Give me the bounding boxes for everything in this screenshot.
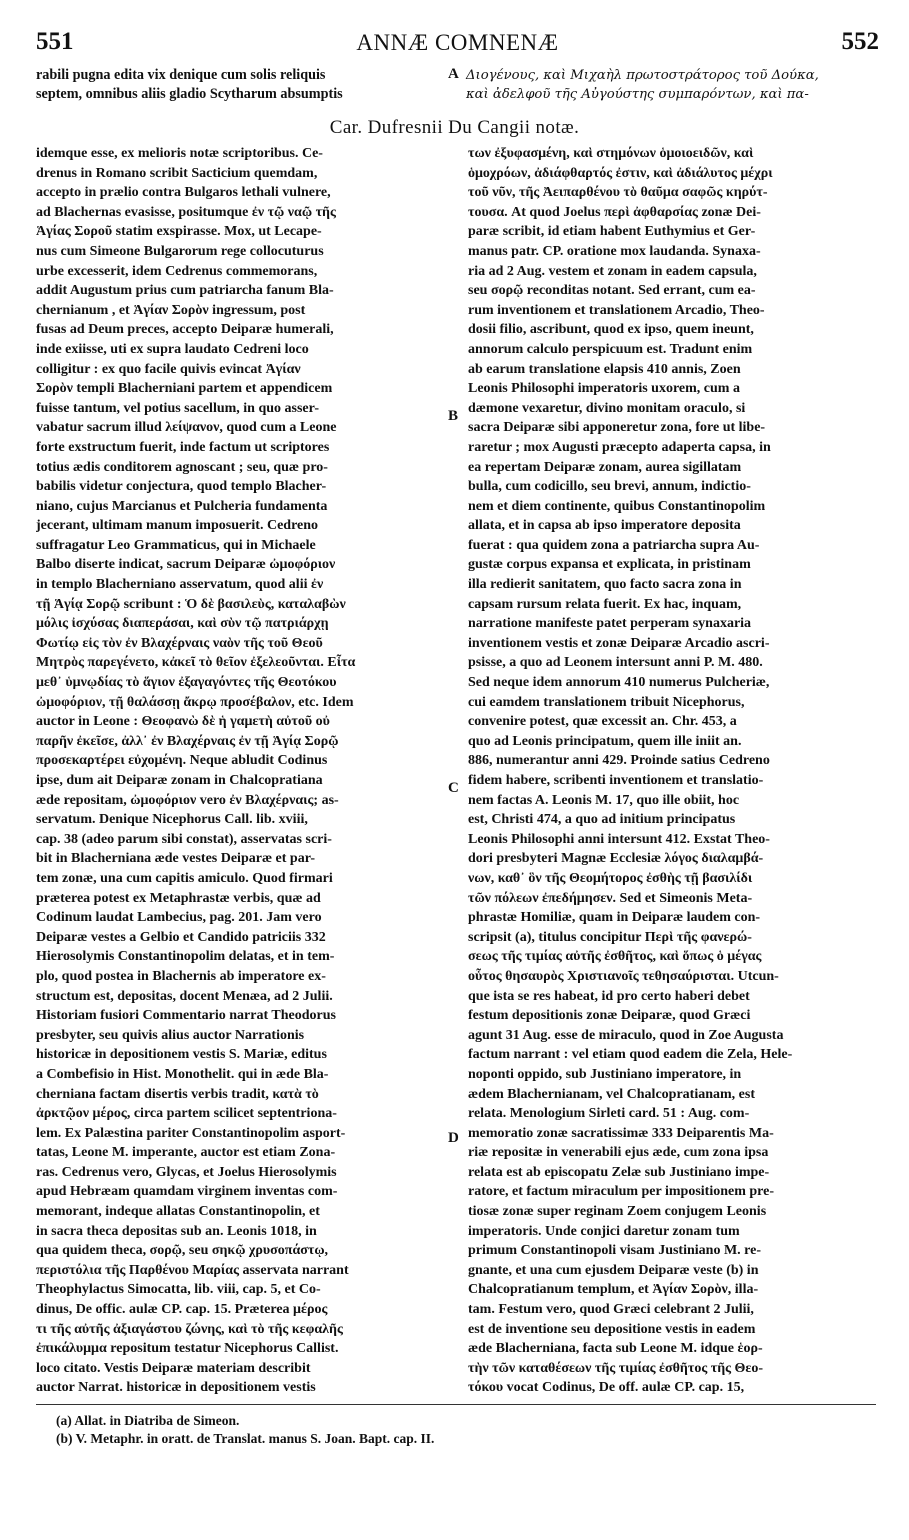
footnote: (a) Allat. in Diatriba de Simeon. xyxy=(56,1413,240,1428)
column-line: τόκου vocat Codinus, De off. aulæ CP. cap. 15, xyxy=(468,1380,745,1396)
column-line: historicæ in depositionem vestis S. Mariæ, editus xyxy=(36,1047,327,1063)
column-line: convenire potest, quæ excessit an. Chr. 453, a xyxy=(468,714,737,730)
main-text-line: septem, omnibus aliis gladio Scytharum absumptis xyxy=(36,86,343,102)
column-line: προσεκαρτέρει εὐχομένη. Neque abludit Codinus xyxy=(36,753,328,769)
column-line: servatum. Denique Nicephorus Call. lib. xviii, xyxy=(36,812,308,828)
column-line: tiosæ zonæ super reginam Zoem conjugem Leonis xyxy=(468,1204,767,1220)
column-line: bulla, cum codicillo, seu brevi, annum, indictio- xyxy=(468,479,751,495)
column-line: gnante, et una cum ejusdem Deiparæ veste (b) in xyxy=(468,1262,759,1278)
column-line: que ista se res habeat, id pro certo haberi debet xyxy=(468,988,750,1004)
column-line: æde Blacherniana, facta sub Leone M. idque ἑορ- xyxy=(468,1341,763,1357)
column-line: Sed neque idem annorum 410 numerus Pulcheriæ, xyxy=(468,675,770,691)
column-line: accepto in prælio contra Bulgaros lethali vulnere, xyxy=(36,185,331,201)
column-line: plo, quod postea in Blachernis ab imperatore ex- xyxy=(36,968,326,984)
column-line: in templo Blacherniano asservatum, quod alii ἐν xyxy=(36,577,324,593)
column-line: urbe excesserit, idem Cedrenus commemorans, xyxy=(36,263,318,279)
running-title: ANNÆ COMNENÆ xyxy=(356,30,559,55)
column-line: qua quidem theca, σορῷ, seu σηκῷ χρυσοπάστῳ, xyxy=(36,1243,329,1259)
column-line: fidem habere, scribenti inventionem et translatio- xyxy=(468,773,764,788)
column-line: dori presbyteri Magnæ Ecclesiæ λόγος διαλαμβά- xyxy=(468,851,764,867)
column-line: rum inventionem et translationem Arcadio, Theo- xyxy=(468,302,765,318)
column-line: Theophylactus Simocatta, lib. viii, cap. 5, et Co- xyxy=(36,1282,321,1298)
column-line: ἐπικάλυμμα repositum testatur Nicephorus Callist. xyxy=(36,1341,339,1357)
column-line: ab earum translatione elapsis 410 annis, Zoen xyxy=(468,361,741,377)
column-line: nem factas A. Leonis M. 17, quo ille obiit, hoc xyxy=(468,792,740,808)
column-line: paræ scribit, id etiam habent Euthymius et Ger- xyxy=(468,224,756,240)
column-line: τι τῆς αὐτῆς ἀξιαγάστου ζώνης, καὶ τὸ τῆς κεφαλῆς xyxy=(36,1321,343,1337)
column-line: illa redierit sanitatem, quo facto sacra zona in xyxy=(468,577,742,593)
column-line: τοῦ νῦν, τῆς Ἀειπαρθένου τὸ θαῦμα σαφῶς κηρύτ- xyxy=(468,185,768,201)
column-line: μεθ᾽ ὑμνῳδίας τὸ ἅγιον ἐξαγαγόντες τῆς Θεοτόκου xyxy=(36,675,337,691)
column-line: Deiparæ vestes a Gelbio et Candido patriciis 332 xyxy=(36,929,326,945)
column-line: dinus, De offic. aulæ CP. cap. 15. Præterea μέρος xyxy=(36,1302,328,1318)
column-line: imperatoris. Unde conjici daretur zonam tum xyxy=(468,1223,740,1239)
column-line: raretur ; mox Augusti præcepto adaperta capsa, in xyxy=(468,439,771,455)
column-line: agunt 31 Aug. esse de miraculo, quod in Zoe Augusta xyxy=(468,1027,784,1043)
main-text-line: καὶ ἀδελφοῦ τῆς Αὐγούστης συμπαρόντων, καὶ πα- xyxy=(466,87,809,102)
column-line: ὁμοχρόων, ἀδιάφθαρτός ἐστιν, καὶ ἀδιάλυτος μέχρι xyxy=(468,165,773,181)
column-line: chernianum , et Ἁγίαν Σορὸν ingressum, post xyxy=(36,302,306,318)
column-line: memorant, indeque allatas Constantinopolin, et xyxy=(36,1204,320,1220)
section-marker-a: A xyxy=(448,66,459,82)
column-line: 886, numerantur anni 429. Proinde satius Cedreno xyxy=(468,753,770,769)
column-line: bit in Blacherniana æde vestes Deiparæ et par- xyxy=(36,851,316,867)
main-text-right xyxy=(466,66,876,104)
column-line: tatas, Leone M. imperante, auctor est etiam Zona- xyxy=(36,1145,336,1161)
column-line: ἀρκτῷον μέρος, circa partem scilicet septentriona- xyxy=(36,1106,337,1122)
column-line: οὗτος θησαυρὸς Χριστιανοῖς τεθησαύρισται. Utcun- xyxy=(468,968,779,984)
column-line: Ἁγίας Σοροῦ statim exspirasse. Mox, ut Lecape- xyxy=(36,224,322,240)
column-line: sacra Deiparæ sibi apponeretur zona, fore ut libe- xyxy=(468,420,766,436)
notes-column-right xyxy=(468,144,876,1396)
column-line: τῶν πόλεων ἐπεδήμησεν. Sed et Simeonis Meta- xyxy=(468,890,753,906)
column-line: Leonis Philosophi anni intersunt 412. Exstat Theo- xyxy=(468,831,770,847)
column-line: babilis videtur conjectura, quod templo Blacher- xyxy=(36,479,327,495)
column-line: περιστόλια τῆς Παρθένου Μαρίας asservata narrant xyxy=(36,1262,349,1278)
column-line: lem. Ex Palæstina pariter Constantinopolim asport- xyxy=(36,1125,346,1141)
column-line: τῇ Ἁγίᾳ Σορῷ scribunt : Ὁ δὲ βασιλεὺς, καταλαβὼν xyxy=(36,596,346,612)
column-line: inventionem vestis et zonæ Deiparæ Arcadio ascri- xyxy=(468,635,770,651)
main-text-line: rabili pugna edita vix denique cum solis reliquis xyxy=(36,67,326,83)
column-line: forte exstructum fuerit, inde factum ut scriptores xyxy=(36,439,330,455)
column-line: ad Blachernas evasisse, positumque ἐν τῷ ναῷ τῆς xyxy=(36,204,336,220)
column-line: cui eamdem translationem tribuit Nicephorus, xyxy=(468,694,745,710)
column-line: presbyter, seu quivis alius auctor Narrationis xyxy=(36,1027,305,1043)
column-line: fusas ad Deum preces, accepto Deiparæ humerali, xyxy=(36,322,334,338)
column-line: phrastæ Homiliæ, quam in Deiparæ laudem con- xyxy=(468,910,761,926)
column-line: seu σορῷ reconditas notant. Sed errant, cum ea- xyxy=(468,283,756,299)
column-line: cap. 38 (adeo parum sibi constat), asservatas scri- xyxy=(36,831,332,847)
footnote-rule xyxy=(36,1404,876,1405)
column-line: fuerat : qua quidem zona a patriarcha supra Au- xyxy=(468,537,760,553)
column-line: nem et diem continente, quibus Constantinopolim xyxy=(468,498,766,514)
page-number-right: 552 xyxy=(841,28,879,55)
column-line: apud Hebræam quamdam virginem inventas com- xyxy=(36,1184,338,1200)
column-line: colligitur : ex quo facile quivis evincat Ἁγίαν xyxy=(36,361,301,377)
notes-title: Car. Dufresnii Du Cangii notæ. xyxy=(329,117,580,138)
column-line: est de inventione seu depositione vestis in eadem xyxy=(468,1321,756,1337)
column-line: a Combefisio in Hist. Monothelit. qui in æde Bla- xyxy=(36,1066,329,1082)
column-line: narratione manifeste patet perperam synaxaria xyxy=(468,616,752,632)
column-line: structum est, depositas, docent Menæa, ad 2 Julii. xyxy=(36,988,333,1004)
column-line: nus cum Simeone Bulgarorum rege collocuturus xyxy=(36,243,324,259)
column-line: ratore, et factum miraculum per impositionem pre- xyxy=(468,1184,774,1200)
column-line: psisse, a quo ad Leonem intersunt anni P. M. 480. xyxy=(468,655,763,671)
section-marker-d: D xyxy=(448,1130,459,1146)
page-number-left: 551 xyxy=(36,28,74,55)
column-line: allata, et in capsa ab ipso imperatore deposita xyxy=(468,518,741,534)
column-line: totius ædis conditorem agnoscant ; seu, quæ pro- xyxy=(36,459,328,475)
footnote: (b) V. Metaphr. in oratt. de Translat. manus S. Joan. Bapt. cap. II. xyxy=(56,1431,435,1446)
column-line: Balbo diserte indicat, sacrum Deiparæ ὠμοφόριον xyxy=(36,557,336,573)
column-line: noponti oppido, sub Justiniano imperatore, in xyxy=(468,1066,742,1082)
column-line: quo ad Leonis principatum, quem ille iniit an. xyxy=(468,733,742,749)
column-line: Hierosolymis Constantinopolim delatas, et in tem- xyxy=(36,949,335,965)
column-line: annorum calculo perspicuum est. Tradunt enim xyxy=(468,341,753,357)
column-line: Φωτίῳ εἰς τὸν ἐν Βλαχέρναις ναὸν τῆς τοῦ Θεοῦ xyxy=(36,635,323,651)
column-line: Codinum laudat Lambecius, pag. 201. Jam vero xyxy=(36,910,322,926)
column-line: ὠμοφόριον, τῇ θαλάσσῃ ἄκρῳ προσέβαλον, etc. Idem xyxy=(36,694,354,710)
column-line: tem zonæ, una cum capitis amiculo. Quod firmari xyxy=(36,870,333,886)
column-line: cherniana factam disertis verbis tradit, κατὰ τὸ xyxy=(36,1086,319,1102)
column-line: μόλις ἰσχύσας διαπεράσαι, καὶ σὺν τῷ πατριάρχῃ xyxy=(36,616,329,632)
column-line: Leonis Philosophi imperatoris uxorem, cum a xyxy=(468,381,740,397)
footnotes xyxy=(56,1412,434,1448)
column-line: riæ repositæ in venerabili ejus æde, cum zona ipsa xyxy=(468,1145,769,1161)
page-header xyxy=(36,28,879,60)
column-line: idemque esse, ex melioris notæ scriptoribus. Ce- xyxy=(36,146,323,161)
column-line: ipse, dum ait Deiparæ zonam in Chalcopratiana xyxy=(36,773,323,788)
column-line: factum narrant : vel etiam quod eadem die Zela, Hele- xyxy=(468,1047,793,1063)
section-marker-b: B xyxy=(448,408,459,424)
column-line: niano, cujus Marcianus et Pulcheria fundamenta xyxy=(36,498,328,514)
column-line: vabatur sacrum illud λείψανον, quod cum a Leone xyxy=(36,420,337,436)
column-line: dæmone vexaretur, divino monitam oraculo, si xyxy=(468,400,746,416)
column-line: jecerant, ultimam manum imposuerit. Cedreno xyxy=(36,518,319,534)
column-line: σεως τῆς τιμίας αὐτῆς ἐσθῆτος, καὶ ὅπως ὁ μέγας xyxy=(468,949,762,965)
column-line: ædem Blachernianam, vel Chalcopratianam, est xyxy=(468,1086,755,1102)
column-line: auctor in Leone : Θεοφανὼ δὲ ἡ γαμετὴ αὐτοῦ οὐ xyxy=(36,714,330,730)
column-line: suffragatur Leo Grammaticus, qui in Michaele xyxy=(36,537,316,553)
column-line: ria ad 2 Aug. vestem et zonam in eadem capsula, xyxy=(468,263,757,279)
column-line: tam. Festum vero, quod Græci celebrant 2 Julii, xyxy=(468,1302,754,1318)
column-line: των ἐξυφασμένη, καὶ στημόνων ὁμοιοειδῶν, καὶ xyxy=(468,146,754,161)
column-line: dosii filio, ascribunt, quod ex ipso, quem ineunt, xyxy=(468,322,754,338)
column-line: Chalcopratianum templum, et Ἁγίαν Σορὸν, illa- xyxy=(468,1282,759,1298)
column-line: præterea potest ex Metaphrastæ verbis, quæ ad xyxy=(36,890,321,906)
column-line: inde exiisse, uti ex supra laudato Cedreni loco xyxy=(36,341,309,357)
column-line: fuisse tantum, vel potius sacellum, in quo asser- xyxy=(36,400,320,416)
column-line: auctor Narrat. historicæ in depositionem vestis xyxy=(36,1380,316,1396)
column-line: addit Augustum prius cum patriarcha fanum Bla- xyxy=(36,283,334,299)
column-line: παρῆν ἐκεῖσε, ἀλλ᾽ ἐν Βλαχέρναις ἐν τῇ Ἁγίᾳ Σορῷ xyxy=(36,733,339,749)
column-line: τουσα. At quod Joelus περὶ ἀφθαρσίας zonæ Dei- xyxy=(468,204,761,220)
section-marker-c: C xyxy=(448,780,459,796)
column-line: drenus in Romano scribit Sacticium quemdam, xyxy=(36,165,318,181)
column-line: scripsit (a), titulus concipitur Περὶ τῆς φανερώ- xyxy=(468,929,752,945)
column-line: æde repositam, ὠμοφόριον vero ἐν Βλαχέρναις; as- xyxy=(36,792,339,808)
notes-column-left xyxy=(36,144,444,1396)
column-line: νων, καθ᾽ ὃν τῆς Θεομήτορος ἐσθὴς τῇ βασιλίδι xyxy=(468,870,753,886)
column-line: Μητρὸς παρεγένετο, κἀκεῖ τὸ θεῖον ἐξελεοῦνται. Εἶτα xyxy=(36,655,356,671)
column-line: manus patr. CP. oratione mox laudanda. Synaxa- xyxy=(468,243,761,259)
column-line: ea repertam Deiparæ zonam, aurea sigillatam xyxy=(468,459,742,475)
column-line: est, Christi 474, a quo ad initium principatus xyxy=(468,812,736,828)
column-line: relata. Menologium Sirleti card. 51 : Aug. com- xyxy=(468,1106,750,1122)
column-line: in sacra theca depositas sub an. Leonis 1018, in xyxy=(36,1223,317,1239)
column-line: capsam rursum relata fuerit. Ex hac, inquam, xyxy=(468,596,742,612)
column-line: ras. Cedrenus vero, Glycas, et Joelus Hierosolymis xyxy=(36,1164,337,1180)
column-line: loco citato. Vestis Deiparæ materiam describit xyxy=(36,1360,311,1376)
column-line: τὴν τῶν καταθέσεων τῆς τιμίας ἐσθῆτος τῆς Θεο- xyxy=(468,1360,764,1376)
main-text-left xyxy=(36,66,446,104)
column-line: gustæ corpus expansa et explicata, in pristinam xyxy=(468,557,751,573)
column-line: festum depositionis zonæ Deiparæ, quod Græci xyxy=(468,1008,751,1024)
column-line: primum Constantinopoli visam Justiniano M. re- xyxy=(468,1243,761,1259)
column-line: Σορὸν templi Blacherniani partem et appendicem xyxy=(36,381,333,397)
column-line: memoratio zonæ sacratissimæ 333 Deiparentis Ma- xyxy=(468,1125,774,1141)
column-line: Historiam fusiori Commentario narrat Theodorus xyxy=(36,1008,336,1024)
main-text-line: Διογένους, καὶ Μιχαὴλ πρωτοστράτορος τοῦ Δούκα, xyxy=(466,68,819,83)
column-line: relata est ab episcopatu Zelæ sub Justiniano impe- xyxy=(468,1164,770,1180)
